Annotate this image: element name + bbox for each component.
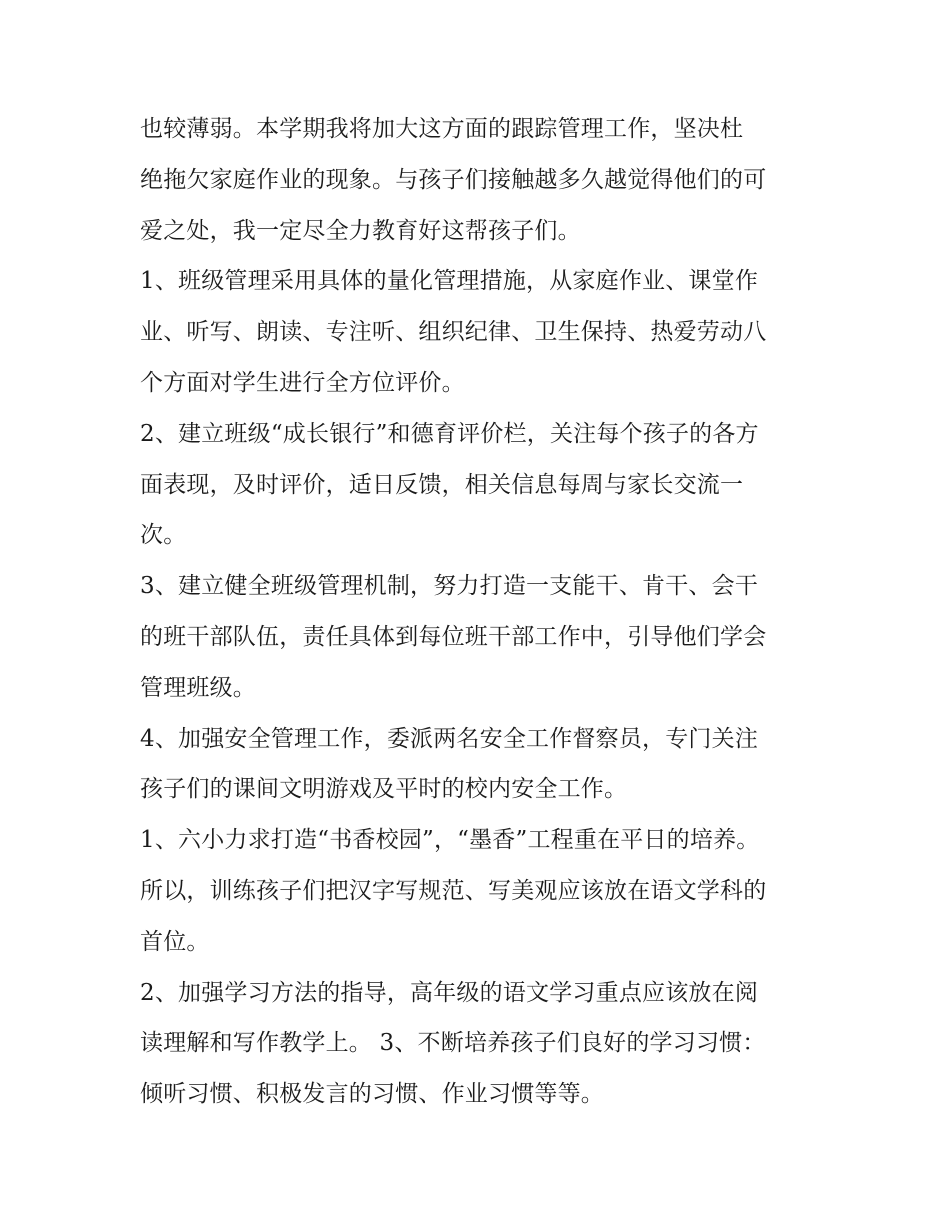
text-line: 1、班级管理采用具体的量化管理措施，从家庭作业、课堂作: [140, 268, 759, 295]
text-line: 读理解和写作教学上。 3、不断培养孩子们良好的学习习惯：: [140, 1030, 766, 1057]
text-line: 也较薄弱。本学期我将加大这方面的跟踪管理工作，坚决杜: [140, 116, 744, 142]
body-text: [140, 104, 830, 1120]
text-line: 面表现，及时评价，适日反馈，相关信息每周与家长交流一: [140, 471, 744, 498]
text-line: 3、建立健全班级管理机制，努力打造一支能干、肯干、会干: [140, 573, 759, 600]
text-line: 首位。: [140, 928, 210, 955]
text-line: 业、听写、朗读、专注听、组织纪律、卫生保持、热爱劳动八: [140, 319, 767, 346]
text-line: 倾听习惯、积极发言的习惯、作业习惯等等。: [140, 1081, 604, 1108]
text-line: 次。: [140, 522, 187, 549]
text-line: 管理班级。: [140, 674, 256, 701]
text-line: 所以，训练孩子们把汉字写规范、写美观应该放在语文学科的: [140, 877, 767, 904]
text-line: 个方面对学生进行全方位评价。: [140, 369, 465, 396]
text-line: 爱之处，我一定尽全力教育好这帮孩子们。: [140, 217, 581, 244]
text-line: 绝拖欠家庭作业的现象。与孩子们接触越多久越觉得他们的可: [140, 166, 767, 193]
text-line: 2、建立班级“成长银行”和德育评价栏，关注每个孩子的各方: [140, 420, 759, 447]
text-line: 孩子们的课间文明游戏及平时的校内安全工作。: [140, 776, 628, 803]
text-line: 4、加强安全管理工作，委派两名安全工作督察员，专门关注: [140, 725, 759, 752]
text-line: 2、加强学习方法的指导，高年级的语文学习重点应该放在阅: [140, 979, 759, 1006]
text-line: 的班干部队伍，责任具体到每位班干部工作中，引导他们学会: [140, 623, 767, 650]
text-line: 1、六小力求打造“书香校园”，“墨香”工程重在平日的培养。: [140, 827, 760, 854]
